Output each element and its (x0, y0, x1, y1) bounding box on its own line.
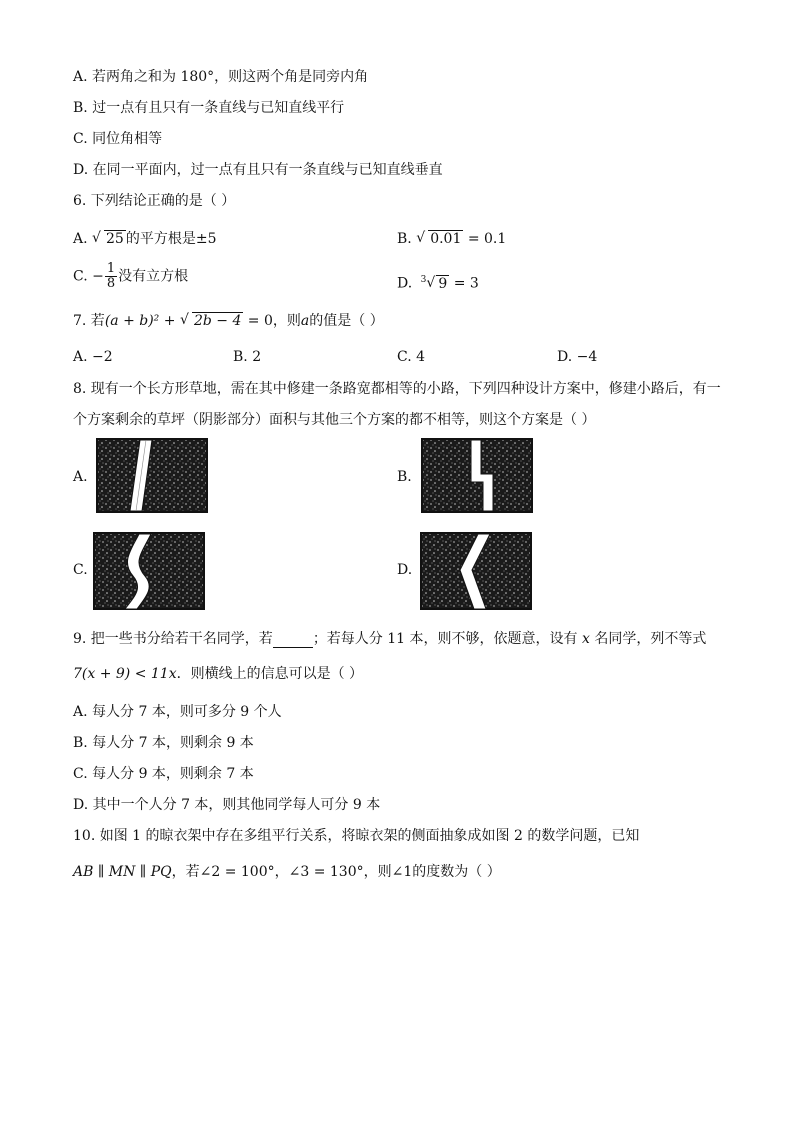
q8-figure-c (93, 532, 205, 610)
q7-radicand: 2b − 4 (193, 313, 242, 329)
q6-c-fraction (105, 262, 117, 291)
q9-stem-line2-tail: ．则横线上的信息可以是（ ） (176, 666, 364, 682)
q5-option-a: A. 若两角之和为 180°，则这两个角是同旁内角 (73, 69, 369, 85)
q6-b-radical: √ 0.01 (416, 230, 462, 247)
q6-a-label: A. (73, 231, 88, 247)
q6-c-denominator: 8 (106, 276, 116, 291)
q9-stem-tail: 名同学，列不等式 (594, 631, 707, 647)
q8-figure-b (421, 438, 533, 513)
q9-option-b: B. 每人分 7 本，则剩余 9 本 (73, 735, 254, 751)
q8-figure-d (420, 532, 532, 610)
q6-b-radicand: 0.01 (430, 231, 462, 247)
q9-blank (273, 633, 313, 648)
q6-c-numerator: 1 (106, 261, 116, 276)
q6-a-text: 的平方根是±5 (125, 231, 217, 247)
q10-parallel-relation: AB ∥ MN ∥ PQ (73, 864, 172, 880)
q6-option-d (397, 271, 479, 293)
q7-option-a: A. −2 (73, 349, 113, 365)
q8-stem-line2: 个方案剩余的草坪（阴影部分）面积与其他三个方案的都不相等，则这个方案是（ ） (73, 412, 596, 428)
q6-d-label: D. (397, 275, 413, 292)
q6-stem: 6. 下列结论正确的是（ ） (73, 193, 236, 209)
q10-stem-line1: 10. 如图 1 的晾衣架中存在多组平行关系，将晾衣架的侧面抽象成如图 2 的数学问题，已知 (73, 828, 640, 844)
q7-radical: √ 2b − 4 (179, 312, 242, 329)
q8-figure-a-label: A. (73, 469, 88, 485)
q7-stem (73, 312, 384, 330)
q6-c-text: 没有立方根 (118, 268, 189, 285)
q8-figure-b-label: B. (397, 469, 412, 485)
q10-stem-line2-text: ，若∠2 = 100°，∠3 = 130°，则∠1的度数为（ ） (171, 864, 501, 880)
q6-a-radicand: 25 (106, 231, 124, 247)
q7-var: a (300, 313, 310, 329)
q9-option-a: A. 每人分 7 本，则可多分 9 个人 (73, 704, 282, 720)
q5-option-c: C. 同位角相等 (73, 131, 163, 147)
q7-stem-post: 的值是（ ） (309, 313, 384, 329)
q6-d-text: = 3 (453, 275, 479, 292)
q8-stem-line1: 8. 现有一个长方形草地，需在其中修建一条路宽都相等的小路，下列四种设计方案中，修建小路后，有一 (73, 381, 721, 397)
q7-plus: + (159, 313, 180, 329)
q7-option-c: C. 4 (397, 349, 426, 365)
q6-option-c (73, 262, 188, 291)
q6-d-index: 3 (420, 275, 427, 285)
q9-stem-line2 (73, 665, 363, 683)
q7-option-b: B. 2 (233, 349, 262, 365)
q8-figure-d-label: D. (397, 562, 413, 578)
q7-eq: = 0，则 (243, 313, 301, 329)
q6-option-b (397, 230, 506, 248)
q6-d-radical: √ 9 (426, 274, 448, 292)
q6-option-a (73, 230, 216, 248)
q8-figure-c-label: C. (73, 562, 88, 578)
q6-d-radicand: 9 (438, 275, 448, 292)
q6-a-radical: √ 25 (92, 230, 124, 247)
q8-figure-a (96, 438, 208, 513)
q6-c-minus: − (92, 268, 104, 285)
q7-option-d: D. −4 (557, 349, 598, 365)
q9-option-c: C. 每人分 9 本，则剩余 7 本 (73, 766, 254, 782)
q5-option-b: B. 过一点有且只有一条直线与已知直线平行 (73, 100, 345, 116)
q7-expr: (a + b)² (104, 313, 160, 329)
q9-inequality: 7(x + 9) < 11x (73, 666, 177, 682)
q6-b-text: = 0.1 (467, 231, 507, 247)
q9-stem-pre: 9. 把一些书分给若干名同学，若 (73, 631, 273, 647)
q9-stem-post: ；若每人分 11 本，则不够，依题意，设有 (312, 631, 578, 647)
q6-c-label: C. (73, 268, 88, 285)
q5-option-d: D. 在同一平面内，过一点有且只有一条直线与已知直线垂直 (73, 162, 443, 178)
q9-option-d: D. 其中一个人分 7 本，则其他同学每人可分 9 本 (73, 797, 381, 813)
q9-stem-line1 (73, 630, 706, 648)
q10-stem-line2 (73, 863, 501, 881)
q9-var: x (581, 631, 590, 647)
q7-stem-pre: 7. 若 (73, 313, 105, 329)
q6-b-label: B. (397, 231, 412, 247)
